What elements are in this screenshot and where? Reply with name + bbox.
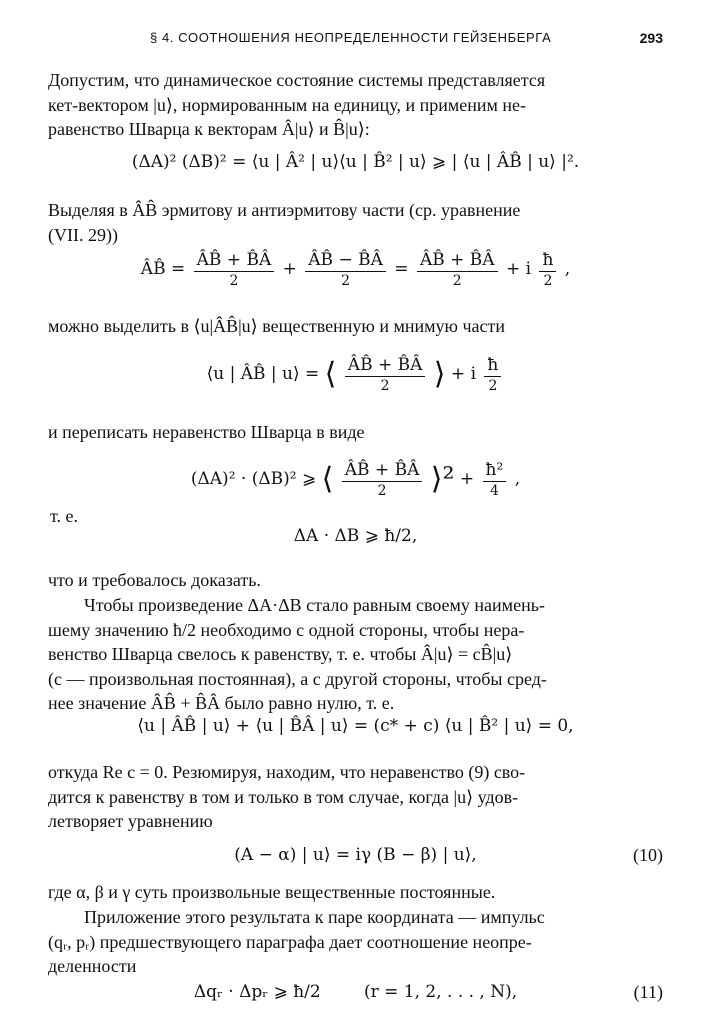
page-header xyxy=(48,30,663,52)
fraction-numerator: ÂB̂ + B̂Â xyxy=(345,355,426,377)
eq-operator: + i xyxy=(450,364,477,384)
text-line: Выделяя в ÂB̂ эрмитову и антиэрмитову части (ср. уравнение xyxy=(48,200,521,220)
fraction-numerator: ÂB̂ + B̂Â xyxy=(342,460,423,482)
paragraph-minimum xyxy=(48,593,663,716)
fraction xyxy=(194,250,275,289)
text-line: равенство Шварца к векторам Â|u⟩ и B̂|u⟩: xyxy=(48,119,370,139)
equation-decomposition xyxy=(48,250,663,289)
text-line: Чтобы произведение ΔA·ΔB стало равным своему наимень- xyxy=(84,595,545,615)
fraction xyxy=(484,355,501,394)
paragraph-summary xyxy=(48,760,663,834)
eq-lhs: (ΔA)² · (ΔB)² ⩾ xyxy=(190,469,317,489)
equation-expectation xyxy=(48,355,663,394)
text-that-is: т. е. xyxy=(50,506,79,526)
running-title: § 4. СООТНОШЕНИЯ НЕОПРЕДЕЛЕННОСТИ ГЕЙЗЕНБЕРГА xyxy=(150,30,552,45)
left-angle-bracket: ⟨ xyxy=(321,461,334,497)
text-line: (c — произвольная постоянная), а с другой стороны, чтобы сред- xyxy=(48,668,547,689)
text-line: летворяет уравнению xyxy=(48,811,213,831)
text-line: что и требовалось доказать. xyxy=(48,570,261,590)
fraction xyxy=(539,250,556,289)
fraction-numerator: ħ xyxy=(539,250,556,272)
eq-punctuation: , xyxy=(564,259,571,279)
fraction xyxy=(483,460,507,499)
fraction-denominator: 2 xyxy=(452,273,462,289)
paragraph-rewrite xyxy=(48,420,663,445)
text-line: откуда Re c = 0. Резюмируя, находим, что неравенство (9) сво- xyxy=(48,762,526,782)
fraction-numerator: ħ xyxy=(484,355,501,377)
text-line: можно выделить в ⟨u|ÂB̂|u⟩ вещественную и мнимую части xyxy=(48,316,505,336)
fraction-denominator: 4 xyxy=(489,483,499,499)
fraction-numerator: ÂB̂ + B̂Â xyxy=(194,250,275,272)
left-angle-bracket: ⟨ xyxy=(324,356,337,392)
fraction xyxy=(305,250,386,289)
eq-body: Δqᵣ · Δpᵣ ⩾ ħ/2 (r = 1, 2, . . . , N), xyxy=(193,982,518,1002)
fraction-numerator: ÂB̂ + B̂Â xyxy=(417,250,498,272)
paragraph-real-imag xyxy=(48,314,663,339)
equation-zero-mean: ⟨u | ÂB̂ | u⟩ + ⟨u | B̂Â | u⟩ = (c* + c) ⟨u | B̂² | u⟩ = 0, xyxy=(137,716,574,736)
eq-lhs: ÂB̂ = xyxy=(140,259,186,279)
fraction-numerator: ÂB̂ − B̂Â xyxy=(305,250,386,272)
text-line: деленности xyxy=(48,956,137,976)
fraction-denominator: 2 xyxy=(543,273,553,289)
eq-operator: = xyxy=(394,259,409,279)
text-line: кет-вектором |u⟩, нормированным на единицу, и применим не- xyxy=(48,94,527,115)
eq-operator: + i xyxy=(505,259,532,279)
equation-number: (10) xyxy=(633,845,663,865)
text-line: (VII. 29)) xyxy=(48,224,118,245)
fraction-denominator: 2 xyxy=(341,273,351,289)
equation-uncertainty: ΔA · ΔB ⩾ ħ/2, xyxy=(293,526,418,546)
right-angle-bracket: ⟩² xyxy=(430,461,455,497)
equation-number: (11) xyxy=(633,982,663,1002)
text-line: нее значение ÂB̂ + B̂Â было равно нулю, т. е. xyxy=(48,693,395,713)
equation-11 xyxy=(48,982,663,1002)
paragraph-application xyxy=(48,905,663,979)
paragraph-intro xyxy=(48,68,663,142)
fraction xyxy=(345,355,426,394)
text-line: Приложение этого результата к паре координата — импульс xyxy=(84,907,545,927)
text-line: где α, β и γ суть произвольные вещественные постоянные. xyxy=(48,882,496,902)
text-line: и переписать неравенство Шварца в виде xyxy=(48,422,365,442)
eq-lhs: ⟨u | ÂB̂ | u⟩ = xyxy=(206,364,320,384)
equation-10 xyxy=(48,845,663,865)
page-number: 293 xyxy=(639,30,663,46)
text-line: Допустим, что динамическое состояние системы представляется xyxy=(48,70,546,90)
text-line: дится к равенству в том и только в том случае, когда |u⟩ удов- xyxy=(48,786,519,807)
paragraph-constants xyxy=(48,880,663,905)
equation-inequality xyxy=(48,460,663,499)
fraction-denominator: 2 xyxy=(377,483,387,499)
eq-operator: + xyxy=(459,469,475,489)
text-line: шему значению ħ/2 необходимо с одной стороны, чтобы нера- xyxy=(48,619,525,640)
fraction-numerator: ħ² xyxy=(483,460,507,482)
paragraph-split xyxy=(48,198,663,247)
fraction-denominator: 2 xyxy=(488,378,498,394)
text-line: (qᵣ, pᵣ) предшествующего параграфа дает соотношение неопре- xyxy=(48,931,532,952)
text-line: венство Шварца свелось к равенству, т. е. чтобы Â|u⟩ = cB̂|u⟩ xyxy=(48,644,513,664)
eq-punctuation: , xyxy=(514,469,521,489)
fraction xyxy=(417,250,498,289)
paragraph-qed xyxy=(48,568,663,593)
eq-body: (A − α) | u⟩ = iγ (B − β) | u⟩, xyxy=(234,845,477,865)
fraction xyxy=(342,460,423,499)
equation-schwarz: (ΔA)² (ΔB)² = ⟨u | Â² | u⟩⟨u | B̂² | u⟩ ⩾ | ⟨u | ÂB̂ | u⟩ |². xyxy=(131,152,580,172)
right-angle-bracket: ⟩ xyxy=(433,356,446,392)
eq-operator: + xyxy=(282,259,297,279)
fraction-denominator: 2 xyxy=(380,378,390,394)
fraction-denominator: 2 xyxy=(229,273,239,289)
